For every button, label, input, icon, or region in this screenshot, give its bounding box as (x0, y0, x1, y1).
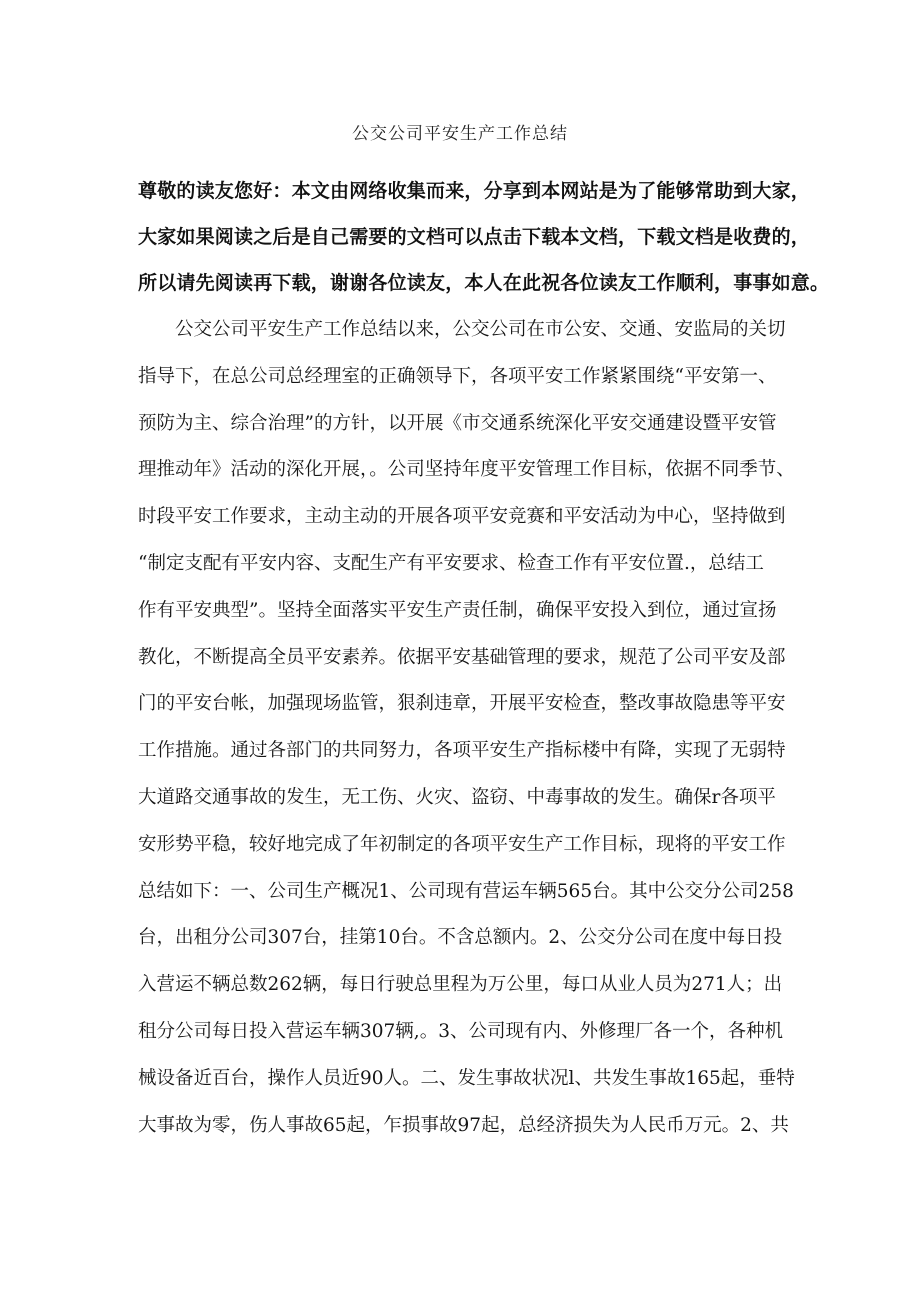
body-paragraph-line: 工作措施。通过各部门的共同努力，各项平安生产指标楼中有降，实现了无弱特 (138, 740, 786, 762)
body-paragraph-line: 时段平安工作要求，主动主动的开展各项平安竞赛和平安活动为中心，坚持做到 (138, 506, 786, 528)
body-paragraph-line: 大道路交通事故的发生，无工伤、火灾、盗窃、中毒事故的发生。确保r各项平 (138, 786, 776, 808)
body-paragraph-line: 门的平安台帐，加强现场监管，狠刹违章，开展平安检查，整改事故隐患等平安 (138, 693, 786, 715)
body-paragraph-line: “制定支配有平安内容、支配生产有平安要求、检查工作有平安位置.，总结工 (138, 552, 764, 574)
body-paragraph-line: 预防为主、综合治理”的方针，以开展《市交通系统深化平安交通建设暨平安管 (138, 412, 777, 434)
body-paragraph-line: 安形势平稳，较好地完成了年初制定的各项平安生产工作目标，现将的平安工作 (138, 833, 786, 855)
body-paragraph-line: 台，出租分公司307台，挂第10台。不含总额内。2、公交分公司在度中每日投 (138, 927, 783, 949)
body-paragraph-line: 指导下，在总公司总经理室的正确领导下，各项平安工作紧紧围绕“平安第一、 (138, 365, 777, 387)
body-paragraph-line: 理推动年》活动的深化开展，。公司坚持年度平安管理工作目标，依据不同季节、 (138, 459, 795, 481)
notice-line: 尊敬的读友您好：本文由网络收集而来，分享到本网站是为了能够常助到大家， (138, 180, 811, 202)
body-paragraph-line: 械设备近百台，操作人员近90人。二、发生事故状况l、共发生事故165起，垂特 (138, 1067, 795, 1089)
body-paragraph-line: 教化，不断提高全员平安素养。依据平安基础管理的要求，规范了公司平安及部 (138, 646, 786, 668)
reader-notice (138, 168, 830, 306)
body-paragraph-line: 公交公司平安生产工作总结以来，公交公司在市公安、交通、安监局的关切 (175, 319, 786, 340)
body-paragraph-line: 入营运不辆总数262辆，每日行驶总里程为万公里，每口从业人员为271人；出 (138, 974, 783, 996)
notice-line: 所以请先阅读再下载，谢谢各位读友，本人在此祝各位读友工作顺利，事事如意。 (138, 272, 830, 294)
body-paragraph-line: 总结如下：一、公司生产概况1、公司现有营运车辆565台。其中公交分公司258 (138, 880, 794, 902)
notice-line: 大家如果阅读之后是自己需要的文档可以点击下载本文档，下载文档是收费的， (138, 226, 811, 248)
body-paragraph-line: 大事故为零，伤人事故65起，乍损事故97起，总经济损失为人民币万元。2、共 (138, 1114, 789, 1136)
document-body (138, 307, 795, 1149)
body-paragraph-line: 作有平安典型”。坚持全面落实平安生产责任制，确保平安投入到位，通过宣扬 (138, 599, 777, 621)
body-paragraph-line: 租分公司每日投入营运车辆307辆,。3、公司现有内、外修理厂各一个，各种机 (138, 1020, 783, 1042)
document-title: 公交公司平安生产工作总结 (352, 124, 568, 144)
